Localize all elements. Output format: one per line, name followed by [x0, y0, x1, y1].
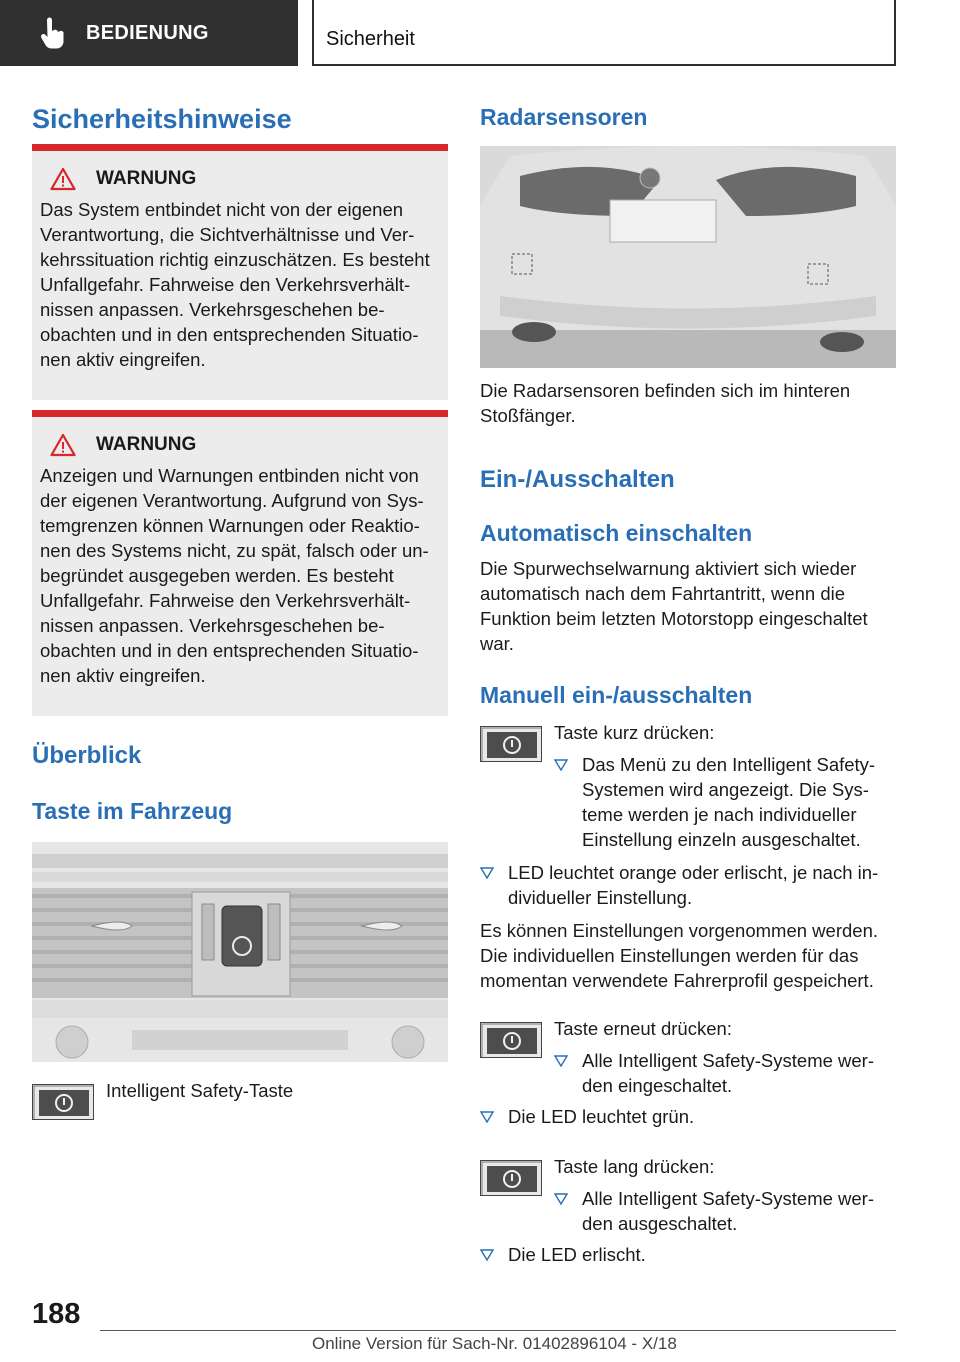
triangle-bullet-icon — [554, 1192, 568, 1206]
press-long-label: Taste lang drücken: — [554, 1156, 715, 1177]
safety-button-icon — [32, 1084, 94, 1120]
bullet-text: Alle Intelligent Safety-Systeme wer-den eingeschaltet. — [582, 1050, 875, 1096]
subheading-button: Taste im Fahrzeug — [32, 798, 233, 824]
chapter-header — [312, 0, 896, 66]
safety-button-icon — [480, 1160, 542, 1196]
footer-online-version: Online Version für Sach-Nr. 01402896104 - X/18 — [312, 1334, 677, 1353]
radar-text: Die Radarsensoren befinden sich im hinteren Stoßfänger. — [480, 380, 851, 426]
warning-box-2 — [32, 410, 448, 716]
subheading-manual: Manuell ein-/ausschalten — [480, 682, 753, 708]
triangle-bullet-icon — [480, 1248, 494, 1262]
press-again-label: Taste erneut drücken: — [554, 1018, 732, 1039]
triangle-bullet-icon — [480, 866, 494, 880]
bullet-text: Alle Intelligent Safety-Systeme wer-den ausgeschaltet. — [582, 1188, 875, 1234]
warning-label: WARNUNG — [96, 168, 197, 189]
auto-text: Die Spurwechselwarnung aktiviert sich wieder automatisch nach dem Fahrtantritt, wenn die Funktion beim letzten Motorstopp eingeschaltet war. — [480, 558, 868, 654]
press-short-label: Taste kurz drücken: — [554, 722, 715, 743]
footer-divider — [100, 1330, 896, 1331]
bullet-text: Die LED leuchtet grün. — [508, 1106, 695, 1127]
warning-box-1 — [32, 144, 448, 400]
warning-text: Das System entbindet nicht von der eigenen Verantwortung, die Sichtverhältnisse und Ver-kehrssituation richtig einzuschätzen. Es besteht Unfallgefahr. Fahrweise den Verkehrsverhält-nissen anpassen. Verkehrsgeschehen be-obachten und in den entsprechenden Situatio-nen aktiv eingreifen. — [40, 199, 430, 370]
warning-triangle-icon — [50, 167, 76, 191]
bullet-text: LED leuchtet orange oder erlischt, je nach in-dividueller Einstellung. — [508, 862, 879, 908]
safety-button-icon — [480, 726, 542, 762]
triangle-bullet-icon — [554, 758, 568, 772]
subheading-radar: Radarsensoren — [480, 104, 648, 130]
section-label: BEDIENUNG — [86, 21, 209, 44]
section-heading-onoff: Ein-/Ausschalten — [480, 466, 675, 493]
safety-button-icon — [480, 1022, 542, 1058]
triangle-bullet-icon — [554, 1054, 568, 1068]
dashboard-button-image — [32, 842, 448, 1062]
bullet-text: Das Menü zu den Intelligent Safety-Systemen wird angezeigt. Die Sys-teme werden je nach individueller Einstellung einzeln ausgeschaltet. — [582, 754, 876, 850]
section-tab[interactable] — [0, 0, 298, 66]
warning-triangle-icon — [50, 433, 76, 457]
bullet-text: Die LED erlischt. — [508, 1244, 646, 1265]
chapter-title: Sicherheit — [326, 28, 415, 50]
car-rear-image — [480, 146, 896, 368]
settings-text: Es können Einstellungen vorgenommen werden. Die individuellen Einstellungen werden für das momentan verwendete Fahrerprofil gespeichert. — [480, 920, 878, 991]
hand-pointer-icon — [36, 16, 70, 50]
warning-label: WARNUNG — [96, 434, 197, 455]
page-title: Sicherheitshinweise — [32, 104, 292, 134]
button-caption: Intelligent Safety-Taste — [106, 1080, 294, 1101]
triangle-bullet-icon — [480, 1110, 494, 1124]
section-heading-overview: Überblick — [32, 742, 142, 769]
page-number: 188 — [32, 1298, 81, 1330]
subheading-auto: Automatisch einschalten — [480, 520, 753, 546]
warning-text: Anzeigen und Warnungen entbinden nicht von der eigenen Verantwortung. Aufgrund von Sys-temgrenzen können Warnungen oder Reaktio-nen des Systems nicht, zu spät, falsch oder un-begründet ausgegeben werden. Es besteht Unfallgefahr. Fahrweise den Verkehrsverhält-nissen anpassen. Verkehrsgeschehen be-obachten und in den entsprechenden Situatio-nen aktiv eingreifen. — [40, 465, 429, 686]
